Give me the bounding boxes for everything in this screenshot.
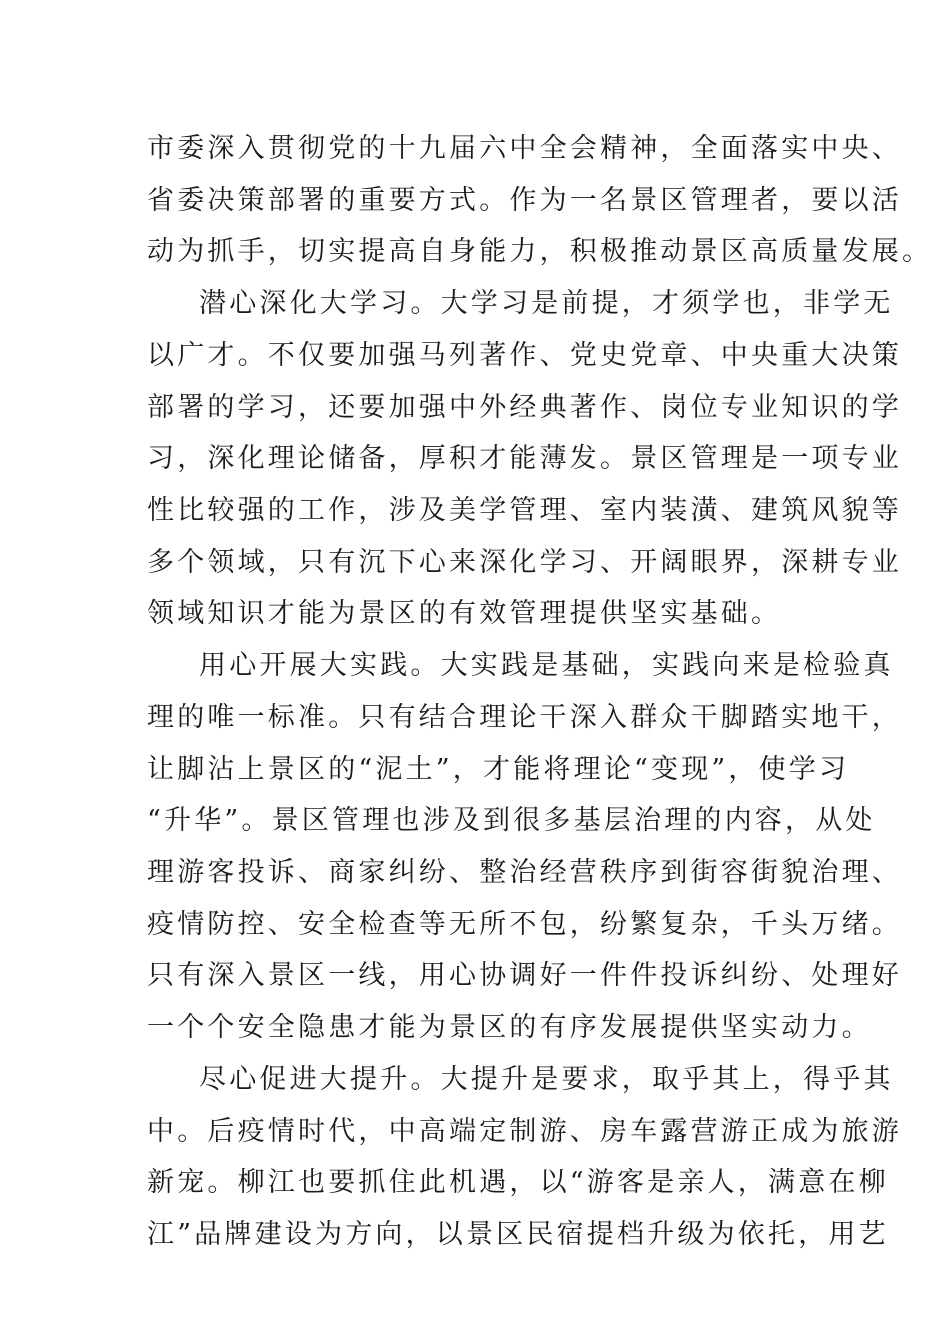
text-line: 多个领域，只有沉下心来深化学习、开阔眼界，深耕专业 bbox=[147, 547, 902, 578]
text-line: 领域知识才能为景区的有效管理提供坚实基础。 bbox=[147, 598, 782, 629]
paragraph-heading-line: 潜心深化大学习。大学习是前提，才须学也，非学无 bbox=[199, 288, 894, 319]
text-line: 让脚沾上景区的“泥土”，才能将理论“变现”，使学习 bbox=[147, 754, 850, 785]
text-line: 新宠。柳江也要抓住此机遇，以“游客是亲人，满意在柳 bbox=[147, 1167, 889, 1198]
text-line: 以广才。不仅要加强马列著作、党史党章、中央重大决策 bbox=[147, 340, 902, 371]
text-line: 理的唯一标准。只有结合理论干深入群众干脚踏实地干， bbox=[147, 702, 902, 733]
text-line: 中。后疫情时代，中高端定制游、房车露营游正成为旅游 bbox=[147, 1116, 902, 1147]
text-line: 习，深化理论储备，厚积才能薄发。景区管理是一项专业 bbox=[147, 443, 902, 474]
text-line: 一个个安全隐患才能为景区的有序发展提供坚实动力。 bbox=[147, 1012, 872, 1043]
text-line: 市委深入贯彻党的十九届六中全会精神，全面落实中央、 bbox=[147, 133, 902, 164]
text-line: 疫情防控、安全检查等无所不包，纷繁复杂，千头万绪。 bbox=[147, 909, 902, 940]
text-line: 动为抓手，切实提高自身能力，积极推动景区高质量发展。 bbox=[147, 236, 933, 267]
text-line: 部署的学习，还要加强中外经典著作、岗位专业知识的学 bbox=[147, 392, 902, 423]
text-line: 性比较强的工作，涉及美学管理、室内装潢、建筑风貌等 bbox=[147, 495, 902, 526]
text-line: 江”品牌建设为方向，以景区民宿提档升级为依托，用艺 bbox=[147, 1219, 889, 1250]
paragraph-heading-line: 尽心促进大提升。大提升是要求，取乎其上，得乎其 bbox=[199, 1064, 894, 1095]
text-line: 省委决策部署的重要方式。作为一名景区管理者，要以活 bbox=[147, 185, 902, 216]
paragraph-heading-line: 用心开展大实践。大实践是基础，实践向来是检验真 bbox=[199, 650, 894, 681]
text-line: 理游客投诉、商家纠纷、整治经营秩序到街容街貌治理、 bbox=[147, 857, 902, 888]
text-line: 只有深入景区一线，用心协调好一件件投诉纠纷、处理好 bbox=[147, 960, 902, 991]
text-line: “升华”。景区管理也涉及到很多基层治理的内容，从处 bbox=[147, 805, 876, 836]
